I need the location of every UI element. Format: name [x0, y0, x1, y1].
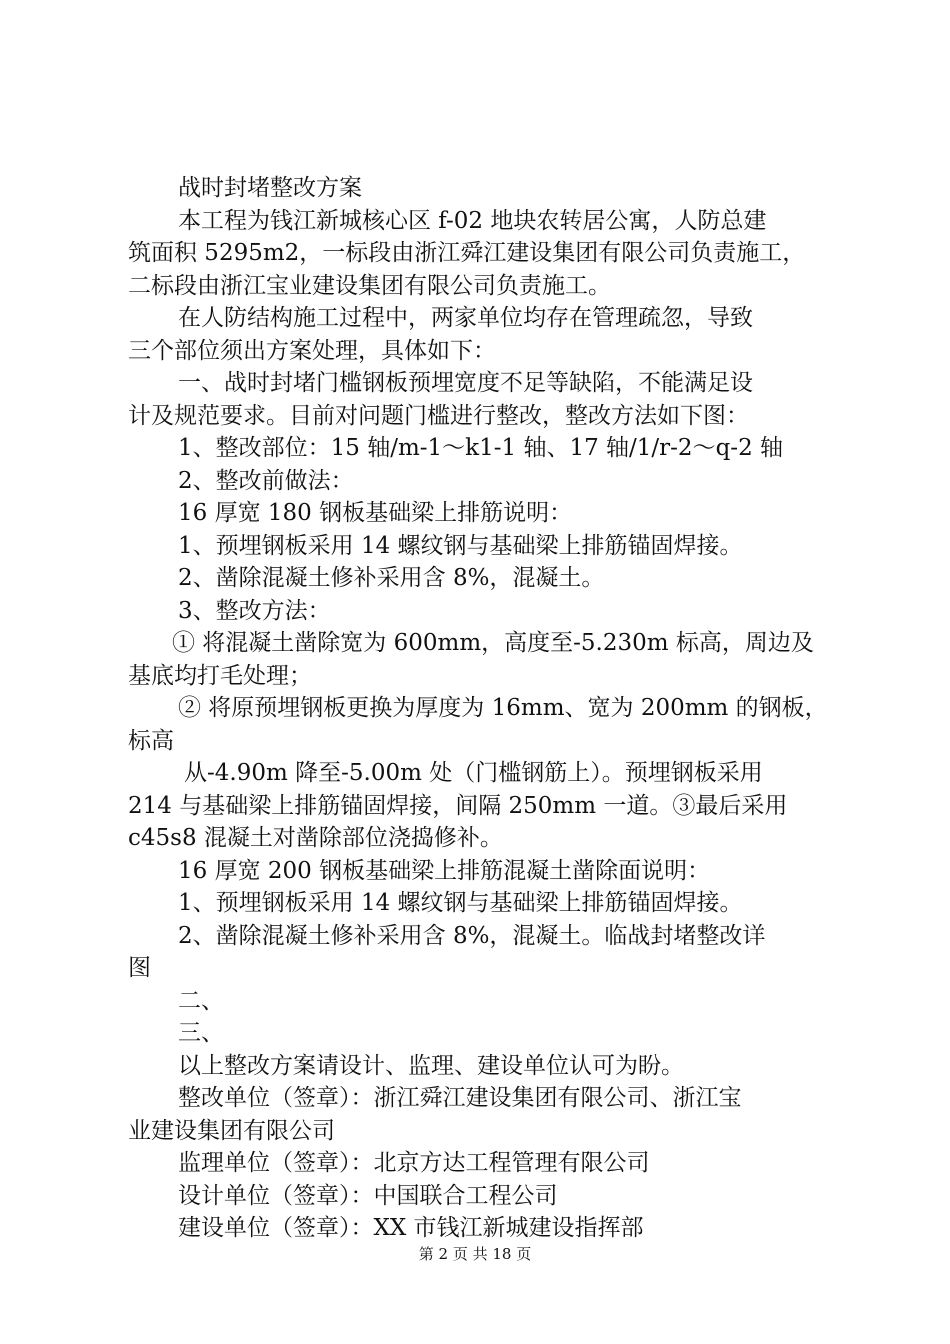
paragraph-line: 三、 [178, 1020, 224, 1046]
paragraph-line: 1、预埋钢板采用 14 螺纹钢与基础梁上排筋锚固焊接。 [178, 532, 743, 559]
paragraph-line: 1、预埋钢板采用 14 螺纹钢与基础梁上排筋锚固焊接。 [178, 890, 743, 916]
paragraph-line: 从-4.90m 降至-5.00m 处（门槛钢筋上）。预埋钢板采用 [184, 760, 763, 786]
paragraph-line: 图 [128, 955, 151, 981]
paragraph-line: 以上整改方案请设计、监理、建设单位认可为盼。 [178, 1052, 684, 1079]
paragraph-line: 本工程为钱江新城核心区 f-02 地块农转居公寓，人防总建 [178, 207, 767, 234]
paragraph-line: 标高 [128, 727, 174, 754]
signature-line: 设计单位（签章）：中国联合工程公司 [178, 1182, 558, 1209]
paragraph-line: 筑面积 5295m2，一标段由浙江舜江建设集团有限公司负责施工， [128, 240, 806, 266]
paragraph-line: 二、 [178, 987, 224, 1014]
document-body [128, 172, 833, 1245]
paragraph-line: 1、整改部位：15 轴/m-1～k1-1 轴、17 轴/1/r-2～q-2 轴 [178, 435, 784, 461]
paragraph-line: c45s8 混凝土对凿除部位浇捣修补。 [128, 825, 503, 851]
signature-line: 业建设集团有限公司 [128, 1117, 335, 1144]
paragraph-line: 214 与基础梁上排筋锚固焊接，间隔 250mm 一道。③最后采用 [128, 792, 788, 819]
paragraph-line: ① 将混凝土凿除宽为 600mm，高度至-5.230m 标高，周边及 [172, 630, 814, 656]
paragraph-line: 16 厚宽 180 钢板基础梁上排筋说明： [178, 500, 573, 526]
paragraph-line: 三个部位须出方案处理，具体如下： [128, 337, 496, 364]
paragraph-line: 二标段由浙江宝业建设集团有限公司负责施工。 [128, 272, 611, 299]
paragraph-line: 2、凿除混凝土修补采用含 8%，混凝土。 [178, 565, 605, 591]
paragraph-line: 2、整改前做法： [178, 467, 354, 494]
paragraph-line: 基底均打毛处理； [128, 662, 312, 689]
paragraph-line: 2、凿除混凝土修补采用含 8%，混凝土。临战封堵整改详 [178, 922, 766, 949]
paragraph-line: 在人防结构施工过程中，两家单位均存在管理疏忽，导致 [178, 305, 753, 331]
signature-line: 整改单位（签章）：浙江舜江建设集团有限公司、浙江宝 [178, 1085, 742, 1111]
paragraph-line: 3、整改方法： [178, 597, 331, 624]
paragraph-line: ② 将原预埋钢板更换为厚度为 16mm、宽为 200mm 的钢板， [178, 695, 828, 721]
paragraph-line: 计及规范要求。目前对问题门槛进行整改，整改方法如下图： [128, 402, 749, 429]
page-number-footer: 第 2 页 共 18 页 [418, 1245, 532, 1263]
paragraph-line: 16 厚宽 200 钢板基础梁上排筋混凝土凿除面说明： [178, 857, 711, 884]
paragraph-line: 一、战时封堵门槛钢板预埋宽度不足等缺陷，不能满足设 [178, 370, 753, 396]
document-title: 战时封堵整改方案 [178, 175, 362, 201]
signature-line: 建设单位（签章）：XX 市钱江新城建设指挥部 [178, 1215, 644, 1241]
signature-line: 监理单位（签章）：北京方达工程管理有限公司 [178, 1150, 650, 1176]
